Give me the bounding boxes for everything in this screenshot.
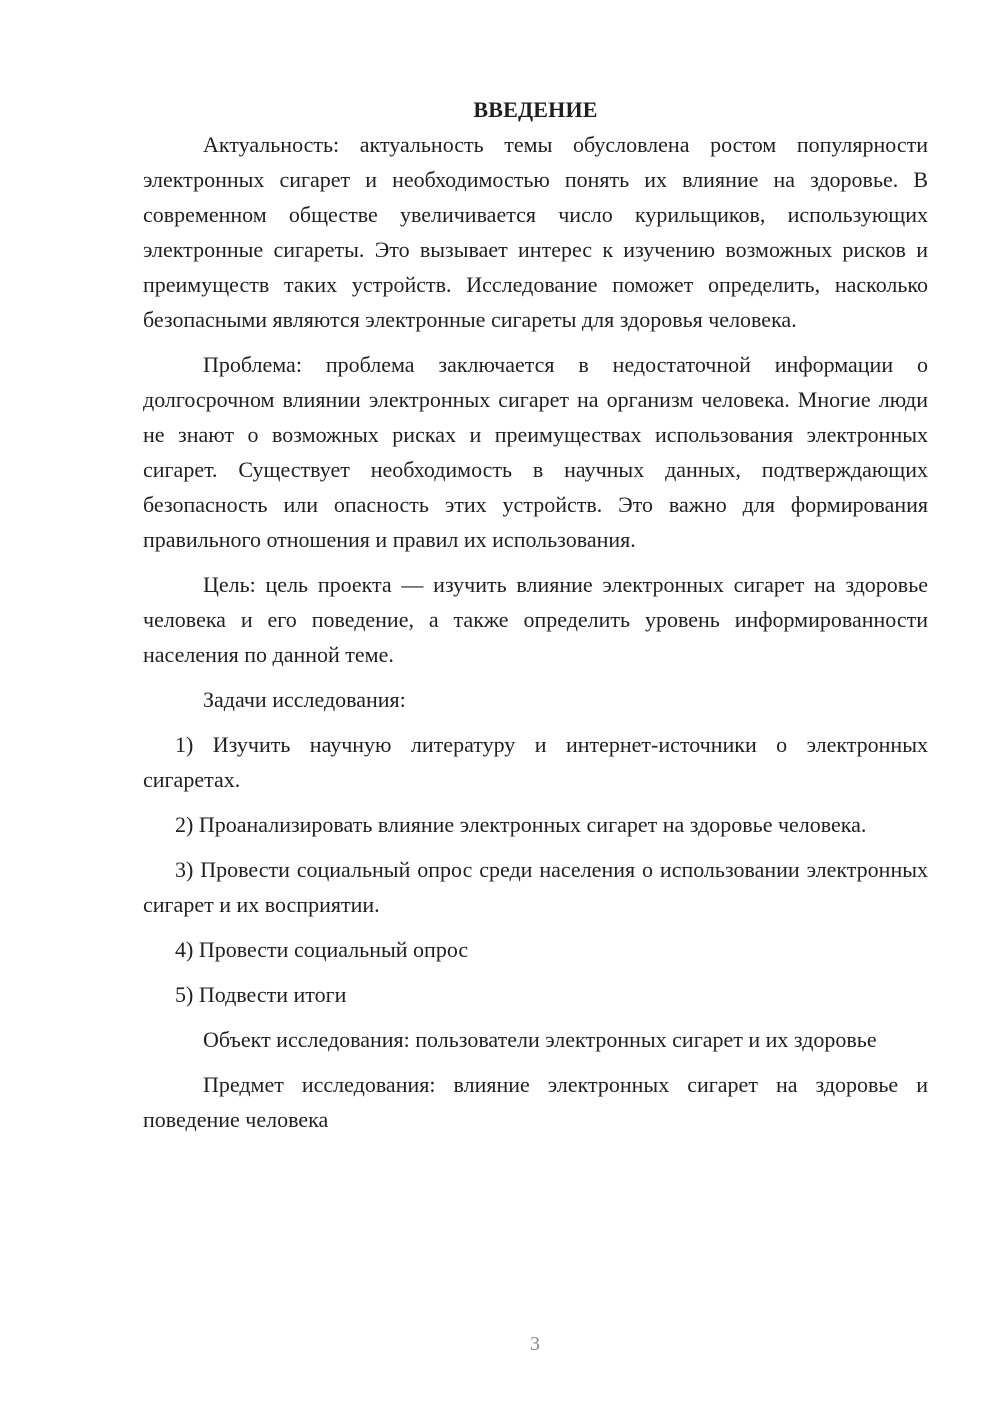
paragraph-subject: Предмет исследования: влияние электронных сигарет на здоровье и поведение человека — [143, 1072, 928, 1132]
paragraph-object: Объект исследования: пользователи электронных сигарет и их здоровье — [203, 1027, 877, 1052]
page-number: 3 — [530, 1333, 540, 1355]
list-item: 5) Подвести итоги — [175, 982, 347, 1007]
list-item: 1) Изучить научную литературу и интернет-источники о электронных сигаретах. — [143, 732, 928, 792]
paragraph-problem: Проблема: проблема заключается в недостаточной информации о долгосрочном влиянии электронных сигарет на организм человека. Многие люди не знают о возможных рисках и преимуществах использования электронных сигарет. Существует необходимость в научных данных, подтверждающих безопасность или опасность этих устройств. Это важно для формирования правильного отношения и правил их использования. — [143, 352, 928, 552]
tasks-heading: Задачи исследования: — [203, 687, 406, 712]
document-page — [143, 92, 928, 1147]
list-item: 3) Провести социальный опрос среди населения о использовании электронных сигарет и их восприятии. — [143, 857, 928, 917]
list-item: 4) Провести социальный опрос — [175, 937, 469, 962]
paragraph-relevance: Актуальность: актуальность темы обусловлена ростом популярности электронных сигарет и необходимостью понять их влияние на здоровье. В современном обществе увеличивается число курильщиков, использующих электронные сигареты. Это вызывает интерес к изучению возможных рисков и преимуществ таких устройств. Исследование поможет определить, насколько безопасными являются электронные сигареты для здоровья человека. — [143, 132, 928, 332]
paragraph-goal: Цель: цель проекта — изучить влияние электронных сигарет на здоровье человека и его поведение, а также определить уровень информированности населения по данной теме. — [143, 572, 928, 667]
list-item: 2) Проанализировать влияние электронных сигарет на здоровье человека. — [175, 812, 867, 837]
page-title: ВВЕДЕНИЕ — [473, 97, 598, 122]
tasks-list — [143, 727, 928, 1012]
